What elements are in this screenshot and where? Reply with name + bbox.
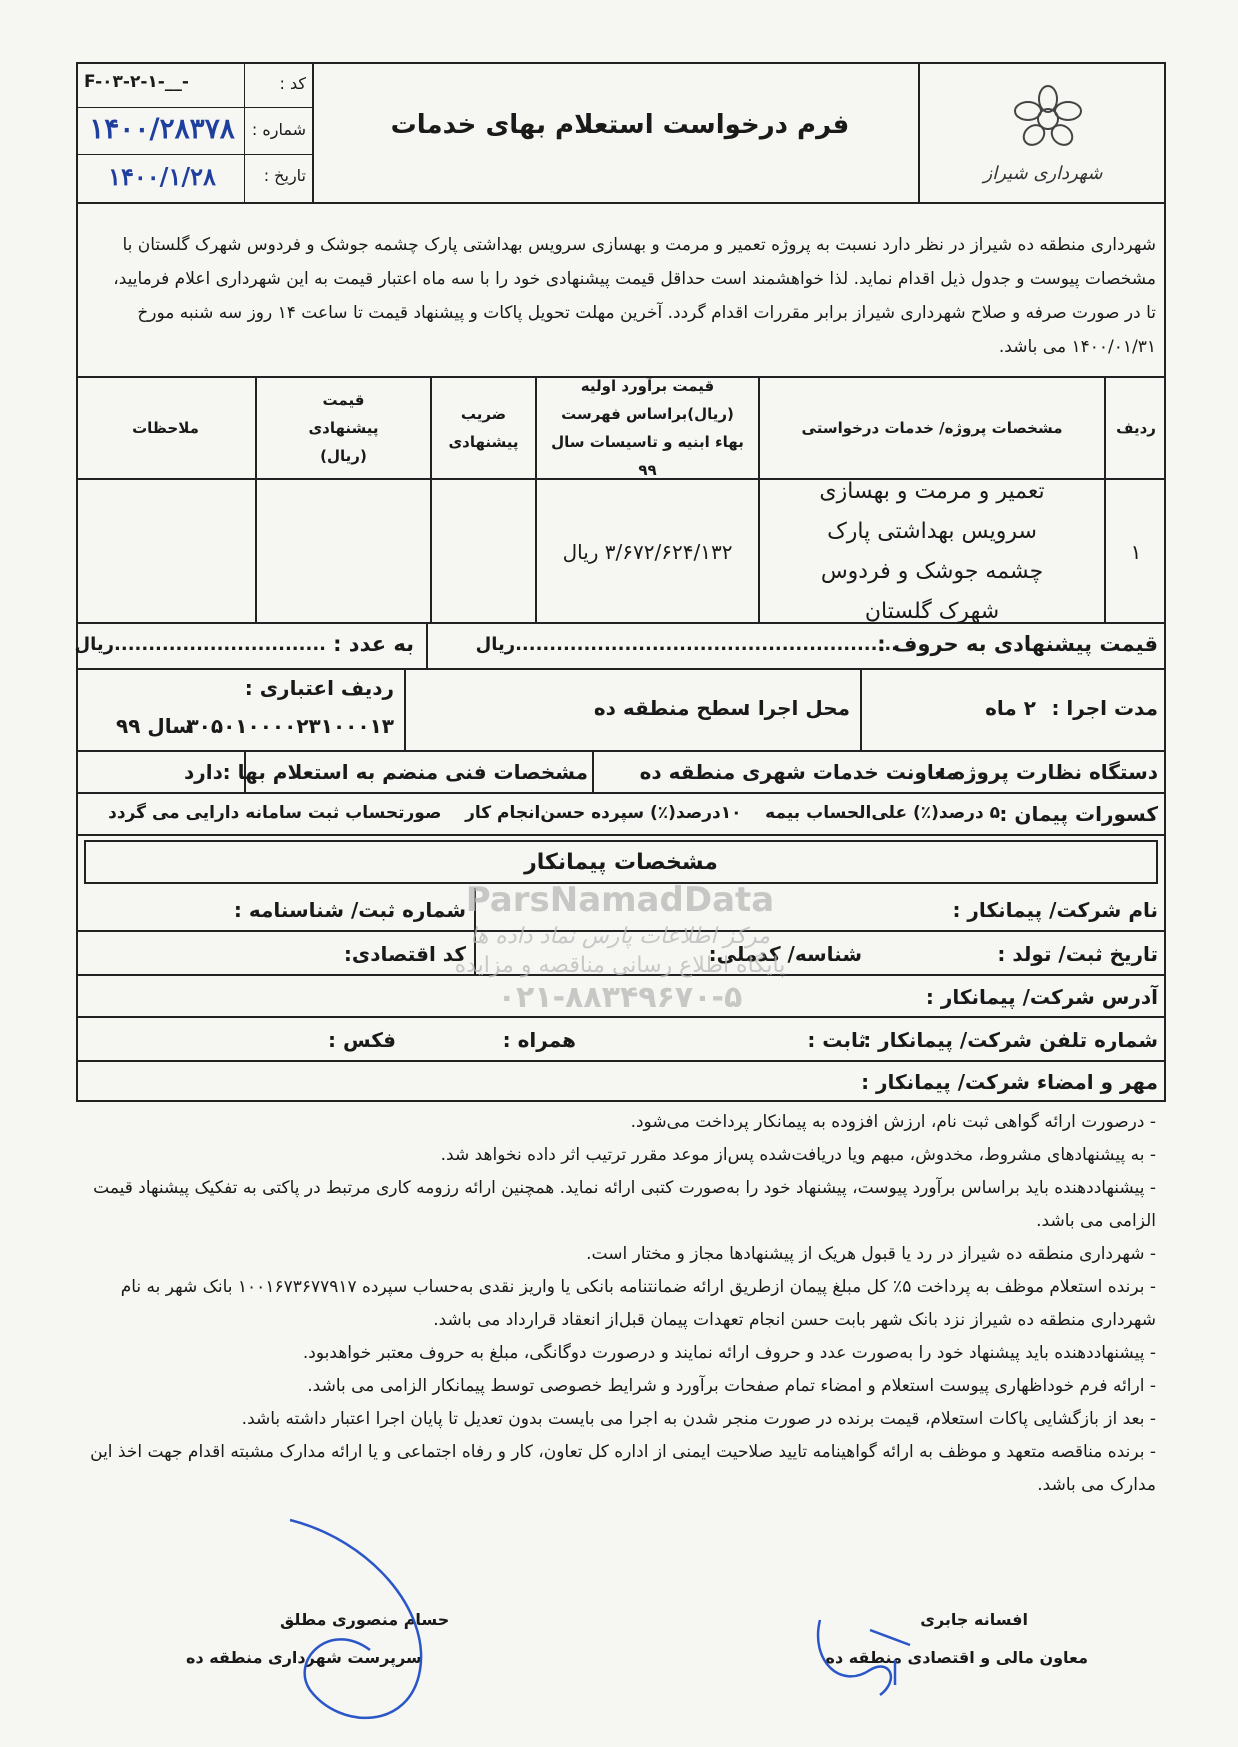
offer-row <box>76 624 1166 670</box>
date-label: تاریخ : <box>263 166 306 185</box>
note-item: - پیشنهاددهنده باید براساس برآورد پیوست، پیشنهاد خود را به‌صورت کتبی ارائه نماید. همچنین ارائه رزومه کاری مرتبط در پاکتی به تفکیک پیشنهاد قیمت الزامی می باشد. <box>93 1178 1156 1231</box>
note-item: - ارائه فرم خوداظهاری پیوست استعلام و امضاء تمام صفحات برآورد و شرایط خصوصی توسط پیمانکار الزامی می باشد. <box>307 1376 1156 1396</box>
techspec-label: مشخصات فنی منضم به استعلام بها : <box>222 760 588 784</box>
td-spec: تعمیر و مرمت و بهسازی سرویس بهداشتی پارک چشمه جوشک و فردوس شهرک گلستان <box>819 479 1045 624</box>
seal-row <box>76 1062 1166 1102</box>
intro-line: شهرداری منطقه ده شیراز در نظر دارد نسبت به پروژه تعمیر و مرمت و بهسازی سرویس بهداشتی پارک چشمه جوشک و فردوس شهرک گلستان با <box>122 235 1156 255</box>
td-row: ۱ <box>1130 540 1142 564</box>
right-signer-name: افسانه جابری <box>920 1610 1028 1629</box>
th-row: ردیف <box>1116 419 1156 437</box>
watermark-phone: ۰۲۱-۸۸۳۴۹۶۷۰-۵ <box>497 980 743 1015</box>
supervisor-row <box>76 752 1166 794</box>
form-title: فرم درخواست استعلام بهای خدمات <box>390 110 850 140</box>
th-offer: قیمت پیشنهادی (ریال) <box>308 391 379 465</box>
left-signer-name: حسام منصوری مطلق <box>280 1610 450 1629</box>
intro-line: ۱۴۰۰/۰۱/۳۱ می باشد. <box>998 337 1156 357</box>
number-label: شماره : <box>251 120 306 139</box>
note-item: - به پیشنهادهای مشروط، مخدوش، مبهم ویا دریافت‌شده پس‌از موعد مقرر ترتیب اثر داده نخواهد شد. <box>440 1145 1156 1165</box>
intro-line: تا در صورت صرفه و صلاح شهرداری شیراز برابر مقررات اقدام گردد. آخرین مهلت تحویل پاکات و پیشنهاد قیمت تا ساعت ۱۴ روز سه شنبه مورخ <box>137 303 1156 323</box>
items-table <box>76 376 1166 624</box>
meta-box <box>76 62 314 202</box>
address-label: آدرس شرکت/ پیمانکار : <box>925 985 1158 1009</box>
note-item: - شهرداری منطقه ده شیراز در رد یا قبول هریک از پیشنهادها مجاز و مختار است. <box>586 1244 1156 1264</box>
right-signer-title: معاون مالی و اقتصادی منطقه ده <box>825 1648 1088 1667</box>
duration-label: مدت اجرا : <box>1051 696 1158 720</box>
budget-value: ۳۰۵۰۱۰۰۰۰۲۳۱۰۰۰۱۳ <box>186 714 394 738</box>
td-notes <box>76 480 255 624</box>
td-coef <box>432 480 535 624</box>
regnum-label: شماره ثبت/ شناسنامه : <box>233 898 466 922</box>
watermark-line1: مرکز اطلاعات پارس نماد داده ها <box>470 924 770 949</box>
logo-text: شهرداری شیراز <box>983 162 1103 184</box>
supervisor-value: معاونت خدمات شهری منطقه ده <box>639 760 958 784</box>
deductions-value: ۵ درصد(٪) علی‌الحساب بیمه ۱۰درصد(٪) سپرده حسن‌انجام کار صورتحساب ثبت سامانه دارایی می گردد <box>108 803 1000 823</box>
seal-label: مهر و امضاء شرکت/ پیمانکار : <box>861 1070 1158 1094</box>
handwritten-signature-left-icon <box>230 1500 470 1740</box>
th-coef: ضریب پیشنهادی <box>448 405 519 451</box>
contractor-heading: مشخصات پیمانکار <box>524 849 718 875</box>
date-value: ۱۴۰۰/۱/۲۸ <box>108 162 216 191</box>
code-value: F-۰۳-۲-۱-__- <box>84 72 189 92</box>
fax-label: فکس : <box>328 1028 396 1052</box>
contractor-heading-row <box>84 840 1158 884</box>
deductions-row <box>76 794 1166 836</box>
note-item: - بعد از بازگشایی پاکات استعلام، قیمت برنده در صورت منجر شدن به اجرا می بایست بدون تعدیل تا پایان اجرا اعتبار داشته باشد. <box>241 1409 1156 1429</box>
watermark-brand: ParsNamadData <box>465 880 775 920</box>
number-value: ۱۴۰۰/۲۸۳۷۸ <box>89 112 235 145</box>
td-offer <box>257 480 430 624</box>
deductions-label: کسورات پیمان : <box>999 802 1158 826</box>
td-estimate: ۳/۶۷۲/۶۲۴/۱۳۲ ریال <box>562 540 733 564</box>
mobile-label: همراه : <box>502 1028 576 1052</box>
handwritten-signature-right-icon <box>800 1590 940 1710</box>
budget-label: ردیف اعتباری : <box>244 676 394 700</box>
watermark-line2: پایگاه اطلاع رسانی مناقصه و مزایده <box>454 953 786 978</box>
th-notes: ملاحظات <box>132 419 199 437</box>
left-signer-title: سرپرست شهرداری منطقه ده <box>186 1648 422 1667</box>
logo <box>918 62 1166 202</box>
note-item: - پیشنهاددهنده باید پیشنهاد خود را به‌صورت عدد و حروف ارائه نمایند و درصورت دوگانگی، مبلغ به حروف معتبر خواهدبود. <box>302 1343 1156 1363</box>
th-spec: مشخصات پروژه/ خدمات درخواستی <box>801 419 1063 437</box>
company-label: نام شرکت/ پیمانکار : <box>952 898 1158 922</box>
code-label: کد : <box>279 74 306 93</box>
budget-year: سال ۹۹ <box>116 714 192 738</box>
landline-label: ثابت : <box>807 1028 866 1052</box>
offer-digits-blank: ...............................ریال <box>74 634 326 655</box>
econ-label: کد اقتصادی: <box>343 942 466 966</box>
intro-line: مشخصات پیوست و جدول ذیل اقدام نماید. لذا خواهشمند است حداقل قیمت پیشنهادی خود را با سه ماه اعتبار قیمت به این شهرداری اعلام فرمایید، <box>113 269 1156 289</box>
offer-words-label: قیمت پیشنهادی به حروف : <box>877 632 1158 656</box>
techspec-value: دارد <box>184 760 223 784</box>
phone-row <box>76 1018 1166 1062</box>
watermark <box>430 880 810 1015</box>
note-item: - برنده استعلام موظف به پرداخت ۵٪ کل مبلغ پیمان ازطریق ارائه ضمانتنامه بانکی یا واریز نقدی به‌حساب سپرده ۱۰۰۱۶۷۳۶۷۷۹۱۷ بانک شهر به نام شهرداری منطقه ده شیراز نزد بانک شهر بابت حسن انجام تعهدات پیمان قبل‌از انعقاد قرارداد می باشد. <box>120 1277 1156 1330</box>
flower-logo-icon <box>988 81 1098 161</box>
phone-label: شماره تلفن شرکت/ پیمانکار : <box>863 1028 1158 1052</box>
offer-words-blank: ........................................................ریال <box>475 634 898 655</box>
th-estimate: قیمت برآورد اولیه (ریال)براساس فهرست بهاء ابنیه و تاسیسات سال ۹۹ <box>551 377 744 479</box>
offer-digits-label: به عدد : <box>333 632 414 656</box>
note-item: - برنده مناقصه متعهد و موظف به ارائه گواهینامه تایید صلاحیت ایمنی از اداره کل تعاون، کار و رفاه اجتماعی و یا ارائه مدارک مشبته اقدام جهت اخذ این مدارک می باشد. <box>90 1442 1156 1495</box>
notes-list <box>86 1106 1156 1502</box>
nid-label: شناسه/ کدملی: <box>708 942 862 966</box>
duration-row <box>76 670 1166 752</box>
duration-value: ۲ ماه <box>985 696 1036 720</box>
note-item: - درصورت ارائه گواهی ثبت نام، ارزش افزوده به پیمانکار پرداخت می‌شود. <box>630 1112 1156 1132</box>
place-label: محل اجرا : <box>742 696 850 720</box>
supervisor-label: دستگاه نظارت پروژه : <box>938 760 1158 784</box>
regdate-label: تاریخ ثبت/ تولد : <box>997 942 1158 966</box>
place-value: سطح منطقه ده <box>593 696 750 720</box>
intro-paragraph <box>86 228 1156 364</box>
